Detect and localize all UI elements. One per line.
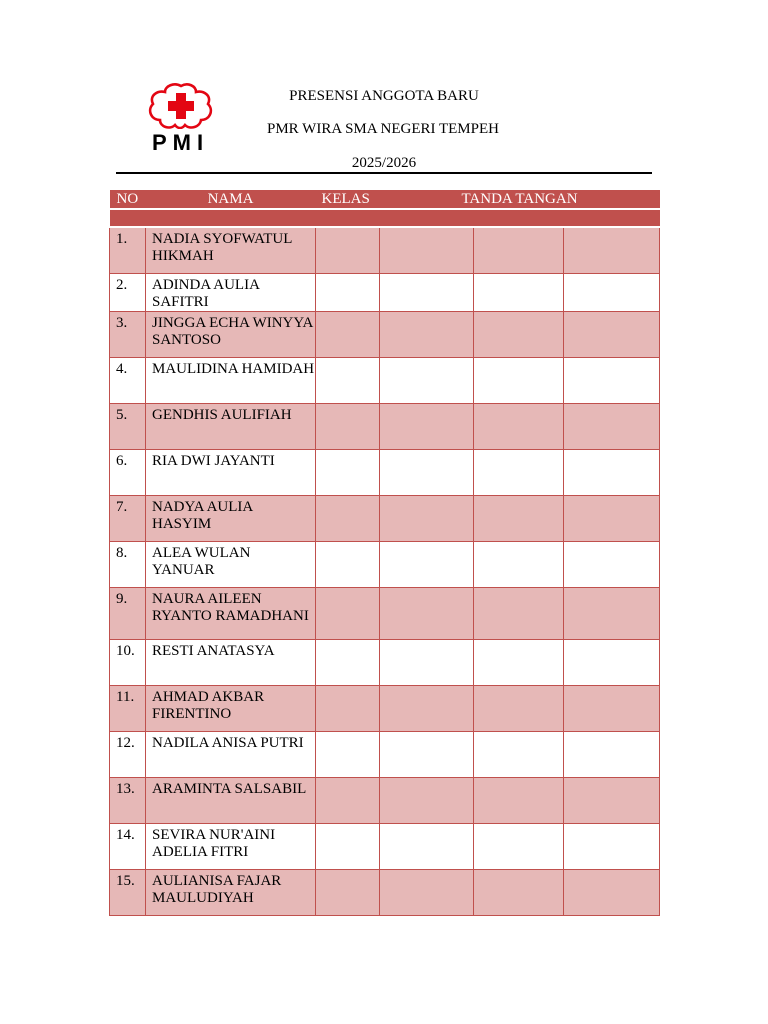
signature-cell[interactable] xyxy=(474,823,564,869)
member-name: NADILA ANISA PUTRI xyxy=(146,731,316,777)
row-number: 1. xyxy=(110,227,146,273)
row-number: 11. xyxy=(110,685,146,731)
header-band xyxy=(110,209,660,227)
signature-cell[interactable] xyxy=(380,777,474,823)
table-row xyxy=(110,311,660,357)
red-cross-flower-icon xyxy=(148,83,214,129)
signature-cell[interactable] xyxy=(474,639,564,685)
signature-cell[interactable] xyxy=(380,731,474,777)
signature-cell[interactable] xyxy=(380,357,474,403)
kelas-cell[interactable] xyxy=(316,541,380,587)
kelas-cell[interactable] xyxy=(316,587,380,639)
pmi-logo xyxy=(116,82,247,154)
row-number: 8. xyxy=(110,541,146,587)
signature-cell[interactable] xyxy=(564,685,660,731)
signature-cell[interactable] xyxy=(564,869,660,915)
row-number: 3. xyxy=(110,311,146,357)
signature-cell[interactable] xyxy=(564,227,660,273)
signature-cell[interactable] xyxy=(380,495,474,541)
signature-cell[interactable] xyxy=(474,449,564,495)
table-row xyxy=(110,227,660,273)
row-number: 7. xyxy=(110,495,146,541)
signature-cell[interactable] xyxy=(564,495,660,541)
member-name: RESTI ANATASYA xyxy=(146,639,316,685)
signature-cell[interactable] xyxy=(474,777,564,823)
signature-cell[interactable] xyxy=(380,639,474,685)
signature-cell[interactable] xyxy=(474,227,564,273)
signature-cell[interactable] xyxy=(564,541,660,587)
kelas-cell[interactable] xyxy=(316,731,380,777)
kelas-cell[interactable] xyxy=(316,311,380,357)
header-no: NO xyxy=(110,190,146,209)
kelas-cell[interactable] xyxy=(316,869,380,915)
member-name: ARAMINTA SALSABIL xyxy=(146,777,316,823)
member-name: SEVIRA NUR'AINI ADELIA FITRI xyxy=(146,823,316,869)
member-name: NADYA AULIA HASYIM xyxy=(146,495,316,541)
table-row xyxy=(110,685,660,731)
member-name: RIA DWI JAYANTI xyxy=(146,449,316,495)
member-name: JINGGA ECHA WINYYA SANTOSO xyxy=(146,311,316,357)
header-tanda-tangan: TANDA TANGAN xyxy=(380,190,660,209)
table-row xyxy=(110,273,660,311)
document-title: PRESENSI ANGGOTA BARU xyxy=(289,88,479,104)
signature-cell[interactable] xyxy=(380,273,474,311)
table-row xyxy=(110,777,660,823)
kelas-cell[interactable] xyxy=(316,403,380,449)
kelas-cell[interactable] xyxy=(316,639,380,685)
signature-cell[interactable] xyxy=(380,227,474,273)
signature-cell[interactable] xyxy=(564,587,660,639)
member-name: NADIA SYOFWATUL HIKMAH xyxy=(146,227,316,273)
table-row xyxy=(110,449,660,495)
row-number: 12. xyxy=(110,731,146,777)
row-number: 14. xyxy=(110,823,146,869)
signature-cell[interactable] xyxy=(564,823,660,869)
signature-cell[interactable] xyxy=(564,639,660,685)
kelas-cell[interactable] xyxy=(316,449,380,495)
table-row xyxy=(110,823,660,869)
row-number: 13. xyxy=(110,777,146,823)
signature-cell[interactable] xyxy=(380,587,474,639)
logo-text: PMI xyxy=(152,130,210,155)
signature-cell[interactable] xyxy=(380,449,474,495)
row-number: 9. xyxy=(110,587,146,639)
header-divider xyxy=(116,172,652,174)
signature-cell[interactable] xyxy=(474,869,564,915)
signature-cell[interactable] xyxy=(474,357,564,403)
header-nama: NAMA xyxy=(146,190,316,209)
table-row xyxy=(110,639,660,685)
member-name: GENDHIS AULIFIAH xyxy=(146,403,316,449)
signature-cell[interactable] xyxy=(564,449,660,495)
signature-cell[interactable] xyxy=(474,403,564,449)
signature-cell[interactable] xyxy=(564,311,660,357)
kelas-cell[interactable] xyxy=(316,777,380,823)
organization-name: PMR WIRA SMA NEGERI TEMPEH xyxy=(267,121,499,137)
table-header xyxy=(110,190,660,209)
kelas-cell[interactable] xyxy=(316,227,380,273)
table-row xyxy=(110,587,660,639)
academic-year: 2025/2026 xyxy=(351,155,417,171)
signature-cell[interactable] xyxy=(474,273,564,311)
table-row xyxy=(110,495,660,541)
signature-cell[interactable] xyxy=(474,587,564,639)
table-row xyxy=(110,869,660,915)
member-name: AHMAD AKBAR FIRENTINO xyxy=(146,685,316,731)
signature-cell[interactable] xyxy=(564,273,660,311)
table-row xyxy=(110,403,660,449)
kelas-cell[interactable] xyxy=(316,357,380,403)
table-row xyxy=(110,357,660,403)
signature-cell[interactable] xyxy=(380,823,474,869)
table-row xyxy=(110,731,660,777)
member-name: NAURA AILEEN RYANTO RAMADHANI xyxy=(146,587,316,639)
row-number: 2. xyxy=(110,273,146,311)
row-number: 5. xyxy=(110,403,146,449)
signature-cell[interactable] xyxy=(564,357,660,403)
attendance-table xyxy=(109,190,660,916)
signature-cell[interactable] xyxy=(380,869,474,915)
row-number: 10. xyxy=(110,639,146,685)
signature-cell[interactable] xyxy=(474,495,564,541)
header-kelas: KELAS xyxy=(316,190,380,209)
member-name: AULIANISA FAJAR MAULUDIYAH xyxy=(146,869,316,915)
signature-cell[interactable] xyxy=(474,541,564,587)
table-row xyxy=(110,541,660,587)
signature-cell[interactable] xyxy=(474,731,564,777)
signature-cell[interactable] xyxy=(380,541,474,587)
kelas-cell[interactable] xyxy=(316,685,380,731)
signature-cell[interactable] xyxy=(564,777,660,823)
signature-cell[interactable] xyxy=(564,731,660,777)
kelas-cell[interactable] xyxy=(316,495,380,541)
signature-cell[interactable] xyxy=(380,685,474,731)
member-name: ALEA WULAN YANUAR xyxy=(146,541,316,587)
kelas-cell[interactable] xyxy=(316,273,380,311)
signature-cell[interactable] xyxy=(474,311,564,357)
kelas-cell[interactable] xyxy=(316,823,380,869)
row-number: 6. xyxy=(110,449,146,495)
signature-cell[interactable] xyxy=(474,685,564,731)
signature-cell[interactable] xyxy=(564,403,660,449)
signature-cell[interactable] xyxy=(380,311,474,357)
member-name: ADINDA AULIA SAFITRI xyxy=(146,273,316,311)
row-number: 15. xyxy=(110,869,146,915)
member-name: MAULIDINA HAMIDAH xyxy=(146,357,316,403)
row-number: 4. xyxy=(110,357,146,403)
signature-cell[interactable] xyxy=(380,403,474,449)
